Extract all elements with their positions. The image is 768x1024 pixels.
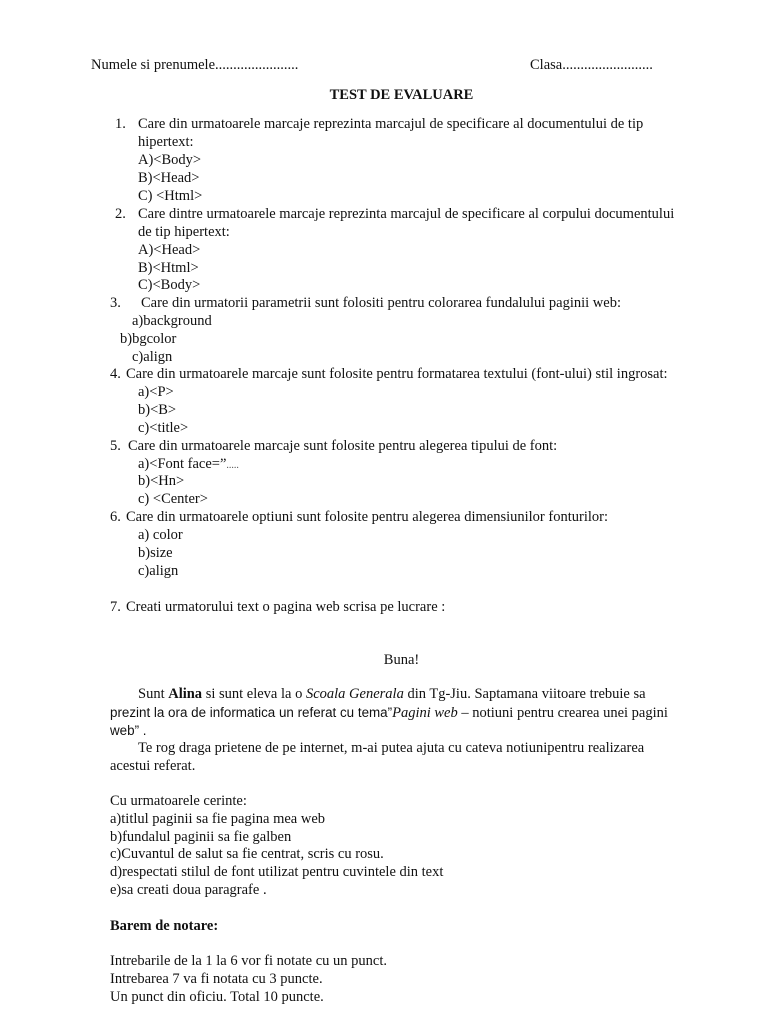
student-name-field: Numele si prenumele.......................: [91, 57, 299, 73]
question-4-option-c: c)<title>: [138, 420, 189, 436]
question-1-option-b: B)<Head>: [138, 170, 200, 186]
letter-topic: Pagini web: [392, 705, 458, 721]
requirement-d: d)respectati stilul de font utilizat pentru cuvintele din text: [110, 864, 444, 880]
letter-p2-line1: Te rog draga prietene de pe internet, m-ai putea ajuta cu cateva notiunipentru realizarea: [138, 740, 645, 756]
question-6-option-a: a) color: [138, 527, 183, 543]
question-3-number: 3.: [110, 295, 121, 311]
question-4-text-line1: Care din urmatoarele marcaje sunt folosite pentru formatarea textului (font-ului) stil ingrosat:: [126, 366, 668, 382]
requirement-b: b)fundalul paginii sa fie galben: [110, 829, 292, 845]
question-5-text-line1: Care din urmatoarele marcaje sunt folosite pentru alegerea tipului de font:: [128, 438, 558, 454]
question-5-option-a: [138, 456, 239, 475]
requirement-a: a)titlul paginii sa fie pagina mea web: [110, 811, 326, 827]
grading-line-1: Intrebarile de la 1 la 6 vor fi notate cu un punct.: [110, 953, 388, 969]
question-5-option-a-dots: .....: [226, 460, 239, 471]
question-1-option-a: A)<Body>: [138, 152, 202, 168]
question-1-option-c: C) <Html>: [138, 188, 203, 204]
page-title: TEST DE EVALUARE: [329, 87, 474, 103]
question-5-number: 5.: [110, 438, 121, 454]
question-5-option-a-text: a)<Font face=”: [138, 456, 227, 472]
question-2-number: 2.: [115, 206, 126, 222]
question-7-number: 7.: [110, 599, 121, 615]
class-field: Clasa.........................: [530, 57, 653, 73]
question-4-option-a: a)<P>: [138, 384, 174, 400]
letter-p1-line2: [110, 704, 668, 723]
question-6-text-line1: Care din urmatoarele optiuni sunt folosite pentru alegerea dimensiunilor fonturilor:: [126, 509, 608, 525]
requirement-e: e)sa creati doua paragrafe .: [110, 882, 267, 898]
letter-p1-c: din Tg-Jiu. Saptamana viitoare trebuie sa: [403, 686, 646, 702]
question-4-option-b: b)<B>: [138, 402, 177, 418]
question-1-text-line1: Care din urmatoarele marcaje reprezinta marcajul de specificare al documentului de tip: [138, 116, 644, 132]
letter-p1-line3: web” .: [110, 723, 147, 738]
question-1-number: 1.: [115, 116, 126, 132]
requirement-c: c)Cuvantul de salut sa fie centrat, scris cu rosu.: [110, 846, 384, 862]
question-3-text-line1: Care din urmatorii parametrii sunt folositi pentru colorarea fundalului paginii web:: [141, 295, 621, 311]
grading-heading: Barem de notare:: [110, 918, 219, 934]
letter-p1-e: – notiuni pentru crearea unei pagini: [457, 705, 668, 721]
question-2-text-line1: Care dintre urmatoarele marcaje reprezinta marcajul de specificare al corpului documentului: [138, 206, 675, 222]
question-7-text-line1: Creati urmatorului text o pagina web scrisa pe lucrare :: [126, 599, 446, 615]
question-2-text-line2: de tip hipertext:: [138, 224, 230, 240]
letter-p1-line1: [138, 686, 646, 704]
question-3-option-b: b)bgcolor: [120, 331, 177, 347]
question-3-option-c: c)align: [132, 349, 173, 365]
question-2-option-b: B)<Html>: [138, 260, 199, 276]
requirements-heading: Cu urmatoarele cerinte:: [110, 793, 247, 809]
question-3-option-a: a)background: [132, 313, 212, 329]
question-5-option-c: c) <Center>: [138, 491, 208, 507]
letter-p2-line2: acestui referat.: [110, 758, 196, 774]
letter-p1-d: prezint la ora de informatica un referat cu tema”: [110, 705, 393, 720]
question-6-number: 6.: [110, 509, 121, 525]
question-2-option-a: A)<Head>: [138, 242, 201, 258]
letter-p1-a: Sunt: [138, 686, 169, 702]
grading-line-3: Un punct din oficiu. Total 10 puncte.: [110, 989, 324, 1005]
question-2-option-c: C)<Body>: [138, 277, 201, 293]
letter-greeting: Buna!: [383, 652, 420, 668]
grading-line-2: Intrebarea 7 va fi notata cu 3 puncte.: [110, 971, 323, 987]
letter-name: Alina: [168, 686, 203, 702]
question-4-number: 4.: [110, 366, 121, 382]
question-1-text-line2: hipertext:: [138, 134, 194, 150]
question-6-option-b: b)size: [138, 545, 173, 561]
question-6-option-c: c)align: [138, 563, 179, 579]
question-5-option-b: b)<Hn>: [138, 473, 185, 489]
letter-p1-b: si sunt eleva la o: [202, 686, 306, 702]
letter-school: Scoala Generala: [305, 686, 404, 702]
